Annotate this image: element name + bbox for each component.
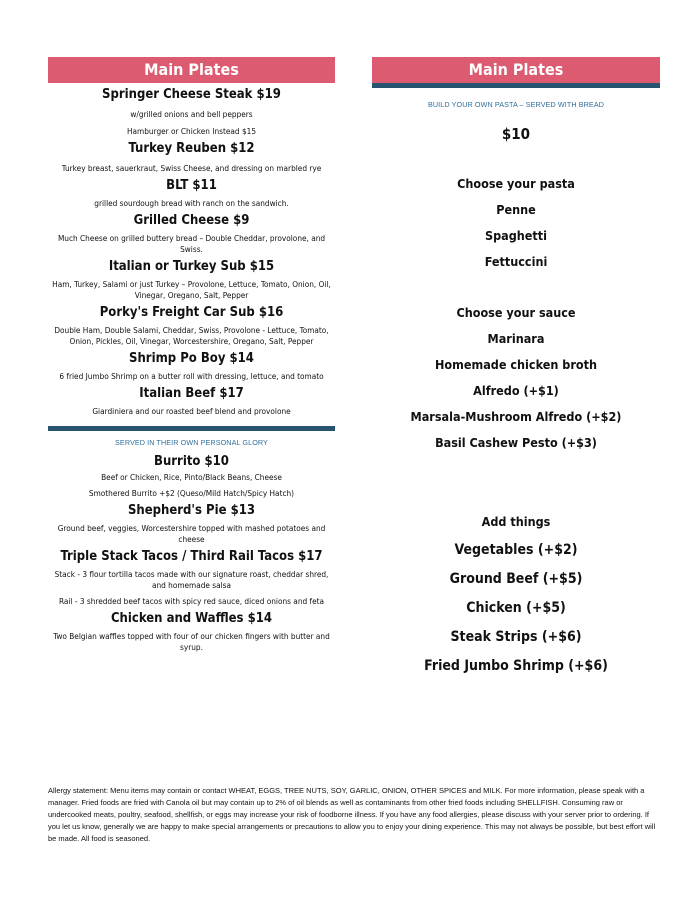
addon-option: Steak Strips (+$6) — [450, 629, 582, 645]
section-label: SERVED IN THEIR OWN PERSONAL GLORY — [115, 438, 268, 447]
allergy-statement: Allergy statement: Menu items may contain or contact WHEAT, EGGS, TREE NUTS, SOY, GARLIC, ONION, OTHER SPICES and MILK. For more information, please speak with a manager. Fried foods are fried with Canola oil but may contain up to 2% of oil blends as well as contaminants from other fried foods including SHELLFISH. Consuming raw or undercooked meats, poultry, seafood, shellfish, or eggs may increase your risk of foodborne illness. If you have any food allergies, please discuss with your server prior to ordering. If you let us know, generally we are happy to make special arrangements or precautions to allow you to enjoy your dining experience. This may not always be possible, but best effort will be made. All food is seasoned. — [48, 786, 656, 843]
item-title: Porky's Freight Car Sub $16 — [99, 305, 284, 320]
section-divider — [48, 426, 335, 431]
sauce-heading: Choose your sauce — [456, 305, 576, 320]
item-title: Burrito $10 — [154, 454, 229, 469]
item-desc: w/grilled onions and bell peppers — [130, 109, 253, 119]
addon-option: Vegetables (+$2) — [454, 542, 578, 558]
item-desc: Smothered Burrito +$2 (Queso/Mild Hatch/Spicy Hatch) — [88, 488, 295, 498]
item-title: Chicken and Waffles $14 — [110, 611, 273, 626]
item-desc: Ground beef, veggies, Worcestershire topped with mashed potatoes and cheese — [57, 523, 326, 544]
item-title: Shrimp Po Boy $14 — [129, 351, 254, 366]
item-desc: Turkey breast, sauerkraut, Swiss Cheese, and dressing on marbled rye — [61, 163, 322, 173]
item-title: Triple Stack Tacos / Third Rail Tacos $17 — [60, 549, 323, 564]
pasta-price: $10 — [501, 125, 531, 143]
item-title: Italian Beef $17 — [139, 386, 244, 401]
sauce-option: Homemade chicken broth — [435, 357, 597, 372]
addons-heading: Add things — [481, 514, 551, 529]
item-title: Italian or Turkey Sub $15 — [108, 259, 275, 274]
item-title: Shepherd's Pie $13 — [127, 503, 256, 518]
menu-item — [48, 86, 335, 137]
menu-item — [48, 177, 335, 209]
item-desc: Hamburger or Chicken Instead $15 — [126, 126, 257, 136]
item-desc: 6 fried Jumbo Shrimp on a butter roll with dressing, lettuce, and tomato — [59, 371, 324, 381]
item-desc: Rail - 3 shredded beef tacos with spicy red sauce, diced onions and feta — [58, 596, 325, 606]
item-desc: Ham, Turkey, Salami or just Turkey – Provolone, Lettuce, Tomato, Onion, Oil, Vinegar, Oregano, Salt, Pepper — [52, 279, 331, 300]
menu-item — [48, 212, 335, 255]
item-desc: Giardiniera and our roasted beef blend and provolone — [92, 406, 291, 416]
menu-item — [48, 304, 335, 347]
menu-item — [48, 140, 335, 174]
pasta-option: Fettuccini — [484, 254, 548, 269]
pasta-option: Spaghetti — [484, 228, 548, 243]
addon-option: Ground Beef (+$5) — [449, 571, 583, 587]
menu-item — [48, 350, 335, 382]
sauce-option: Basil Cashew Pesto (+$3) — [435, 435, 597, 450]
right-header-banner: Main Plates — [372, 57, 660, 83]
addon-option: Fried Jumbo Shrimp (+$6) — [424, 658, 608, 674]
item-desc: Double Ham, Double Salami, Cheddar, Swiss, Provolone - Lettuce, Tomato, Onion, Pickles, Oil, Vinegar, Worcestershire, Oregano, Salt, Pepper — [54, 325, 329, 346]
right-menu-column — [372, 57, 660, 675]
item-title: Grilled Cheese $9 — [133, 213, 250, 228]
menu-item — [48, 548, 335, 607]
menu-item — [48, 502, 335, 545]
sauce-option: Alfredo (+$1) — [473, 383, 559, 398]
menu-item — [48, 610, 335, 653]
item-title: Springer Cheese Steak $19 — [102, 87, 281, 102]
item-desc: Two Belgian waffles topped with four of our chicken fingers with butter and syrup. — [53, 631, 330, 652]
sauce-option: Marsala-Mushroom Alfredo (+$2) — [410, 409, 622, 424]
banner-divider — [372, 83, 660, 88]
item-title: BLT $11 — [166, 178, 217, 193]
item-desc: grilled sourdough bread with ranch on the sandwich. — [94, 198, 289, 208]
left-menu-column — [48, 57, 335, 653]
item-desc: Beef or Chicken, Rice, Pinto/Black Beans, Cheese — [101, 472, 282, 482]
item-title: Turkey Reuben $12 — [128, 141, 255, 156]
item-desc: Stack - 3 flour tortilla tacos made with our signature roast, cheddar shred, and homemade salsa — [54, 569, 329, 590]
left-header-banner: Main Plates — [48, 57, 335, 83]
addon-option: Chicken (+$5) — [466, 600, 566, 616]
menu-item — [48, 453, 335, 499]
section-label: BUILD YOUR OWN PASTA – SERVED WITH BREAD — [428, 100, 604, 109]
pasta-heading: Choose your pasta — [457, 176, 575, 191]
sauce-option: Marinara — [487, 331, 545, 346]
menu-item — [48, 258, 335, 301]
pasta-option: Penne — [496, 202, 536, 217]
menu-item — [48, 385, 335, 417]
item-desc: Much Cheese on grilled buttery bread – Double Cheddar, provolone, and Swiss. — [57, 233, 326, 254]
